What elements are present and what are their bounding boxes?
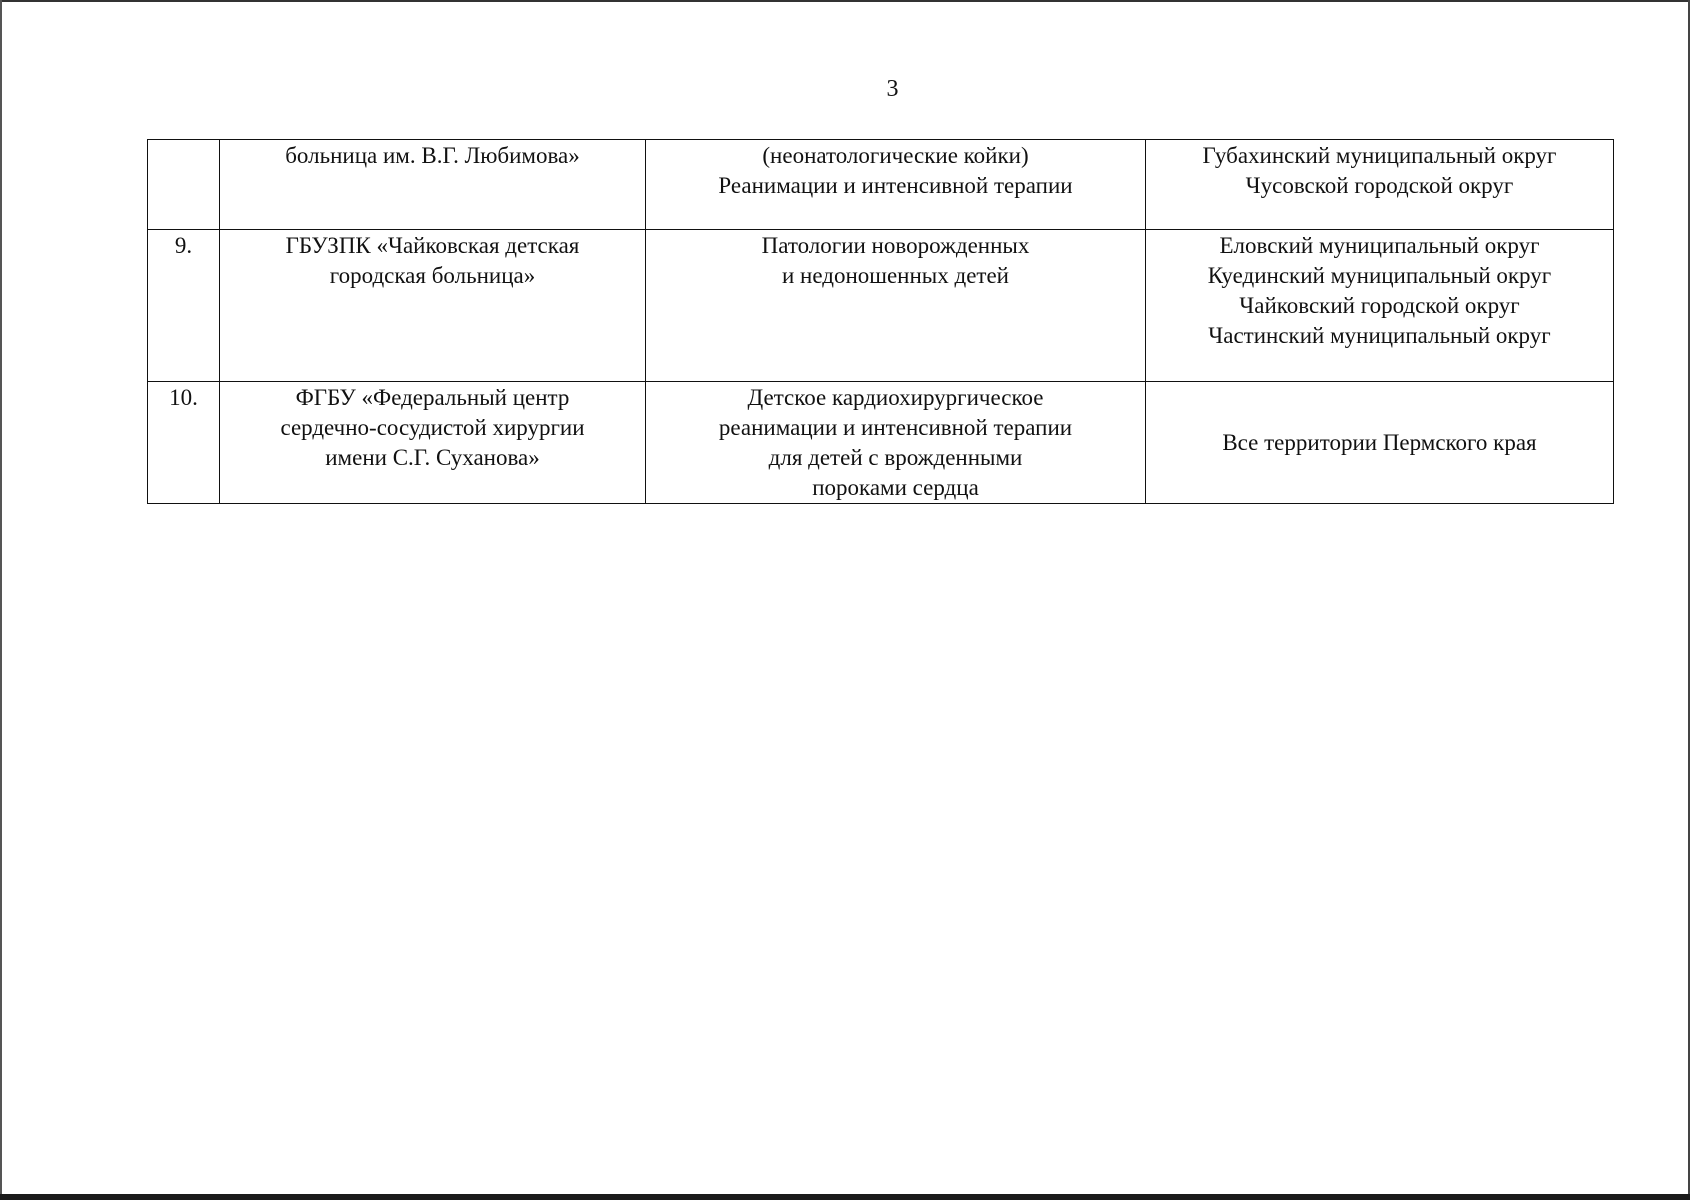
organization-cell [220,140,646,230]
institutions-table [147,139,1614,504]
page-number: 3 [886,76,899,102]
row-number: 9. [174,233,193,258]
organization-cell [220,230,646,382]
table-row [148,230,1614,382]
profile-cell [646,230,1146,382]
territory-line: Губахинский муниципальный округ [1202,143,1557,168]
profile-line: Детское кардиохирургическое [747,385,1044,410]
profile-line: Патологии новорожденных [761,233,1030,258]
profile-line: (неонатологические койки) [762,143,1029,168]
table-row [148,140,1614,230]
table-row [148,382,1614,504]
scan-edge-bottom [0,1194,1690,1200]
territory-line: Куединский муниципальный округ [1207,263,1552,288]
organization-line: ГБУЗПК «Чайковская детская [285,233,580,258]
organization-line: сердечно-сосудистой хирургии [280,415,585,440]
row-number-cell [148,382,220,504]
profile-line: реанимации и интенсивной терапии [718,415,1073,440]
territories-cell [1146,382,1614,504]
organization-cell [220,382,646,504]
territory-line: Еловский муниципальный округ [1219,233,1540,258]
organization-line: больница им. В.Г. Любимова» [285,143,580,168]
territory-line: Чайковский городской округ [1239,293,1520,318]
scan-edge-left [0,0,2,1200]
organization-line: имени С.Г. Суханова» [325,445,540,470]
profile-cell [646,382,1146,504]
organization-line: городская больница» [329,263,536,288]
profile-cell [646,140,1146,230]
territories-cell [1146,230,1614,382]
profile-line: Реанимации и интенсивной терапии [718,173,1073,198]
organization-line: ФГБУ «Федеральный центр [295,385,570,410]
row-number-cell [148,230,220,382]
scan-edge-top [0,0,1690,2]
territory-line: Все территории Пермского края [1222,430,1537,455]
profile-line: и недоношенных детей [781,263,1009,288]
territories-cell [1146,140,1614,230]
territory-line: Чусовской городской округ [1245,173,1514,198]
row-number: 10. [169,385,198,410]
row-number-cell [148,140,220,230]
profile-line: пороками сердца [812,475,979,500]
territory-line: Частинский муниципальный округ [1208,323,1551,348]
profile-line: для детей с врожденными [768,445,1023,470]
